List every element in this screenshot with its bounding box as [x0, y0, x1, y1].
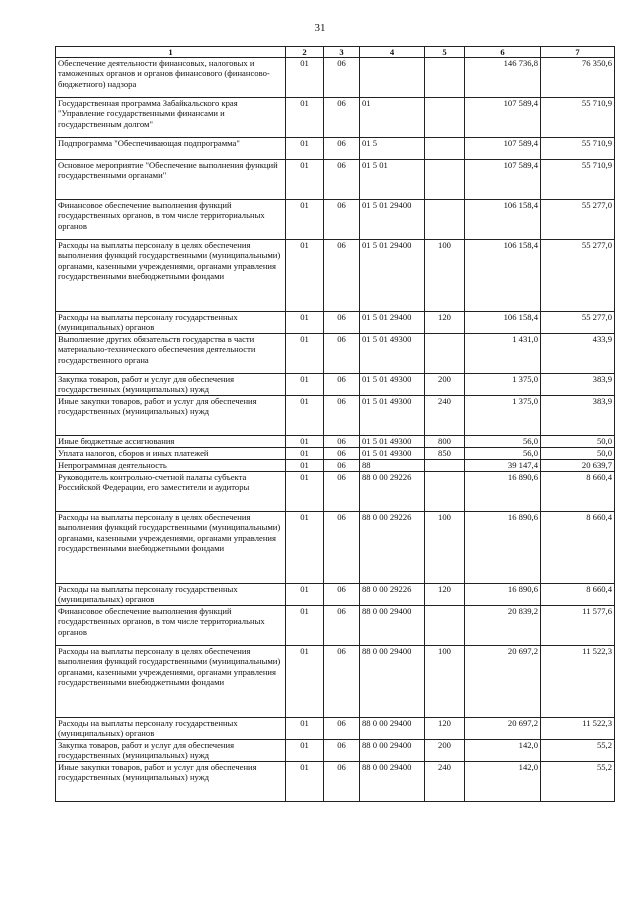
target-article-cell: 01 5 01 — [360, 160, 425, 200]
amount-col7-cell: 11 522,3 — [541, 646, 615, 718]
expense-type-cell: 850 — [425, 448, 465, 460]
expense-type-cell — [425, 334, 465, 374]
expense-type-cell — [425, 58, 465, 98]
section-code-cell: 01 — [286, 138, 324, 160]
expense-type-cell — [425, 472, 465, 512]
target-article-cell: 88 0 00 29400 — [360, 646, 425, 718]
column-header: 1 — [56, 47, 286, 58]
target-article-cell: 01 5 01 49300 — [360, 436, 425, 448]
expense-type-cell — [425, 200, 465, 240]
subsection-code-cell: 06 — [324, 584, 360, 606]
expense-type-cell: 120 — [425, 718, 465, 740]
column-header: 5 — [425, 47, 465, 58]
table-row — [56, 512, 615, 584]
table-row — [56, 334, 615, 374]
page-number: 31 — [314, 22, 326, 34]
section-code-cell: 01 — [286, 98, 324, 138]
amount-col7-cell: 50,0 — [541, 448, 615, 460]
row-name-cell: Расходы на выплаты персоналу в целях обеспечения выполнения функций государственными (муниципальными) органами, казенными учреждениями, органами управления государственными внебюджетными фондами — [56, 240, 286, 312]
amount-col7-cell: 55 277,0 — [541, 312, 615, 334]
table-row — [56, 584, 615, 606]
subsection-code-cell: 06 — [324, 606, 360, 646]
column-header: 4 — [360, 47, 425, 58]
subsection-code-cell: 06 — [324, 200, 360, 240]
target-article-cell: 01 5 01 49300 — [360, 448, 425, 460]
row-name-cell: Закупка товаров, работ и услуг для обеспечения государственных (муниципальных) нужд — [56, 374, 286, 396]
table-row — [56, 240, 615, 312]
amount-col7-cell: 55 710,9 — [541, 138, 615, 160]
section-code-cell: 01 — [286, 436, 324, 448]
subsection-code-cell: 06 — [324, 472, 360, 512]
target-article-cell: 88 0 00 29226 — [360, 584, 425, 606]
column-header: 6 — [465, 47, 541, 58]
row-name-cell: Финансовое обеспечение выполнения функций государственных органов, в том числе территориальных органов — [56, 200, 286, 240]
target-article-cell: 88 0 00 29226 — [360, 512, 425, 584]
section-code-cell: 01 — [286, 762, 324, 802]
table-row — [56, 472, 615, 512]
table-row — [56, 448, 615, 460]
section-code-cell: 01 — [286, 584, 324, 606]
amount-col6-cell: 142,0 — [465, 740, 541, 762]
row-name-cell: Расходы на выплаты персоналу в целях обеспечения выполнения функций государственными (муниципальными) органами, казенными учреждениями, органами управления государственными внебюджетными фондами — [56, 646, 286, 718]
target-article-cell: 01 — [360, 98, 425, 138]
section-code-cell: 01 — [286, 312, 324, 334]
section-code-cell: 01 — [286, 740, 324, 762]
section-code-cell: 01 — [286, 718, 324, 740]
subsection-code-cell: 06 — [324, 460, 360, 472]
amount-col7-cell: 55,2 — [541, 762, 615, 802]
row-name-cell: Основное мероприятие "Обеспечение выполнения функций государственными органами" — [56, 160, 286, 200]
row-name-cell: Финансовое обеспечение выполнения функций государственных органов, в том числе территориальных органов — [56, 606, 286, 646]
section-code-cell: 01 — [286, 606, 324, 646]
expense-type-cell: 200 — [425, 374, 465, 396]
table-row — [56, 396, 615, 436]
row-name-cell: Руководитель контрольно-счетной палаты субъекта Российской Федерации, его заместители и аудиторы — [56, 472, 286, 512]
subsection-code-cell: 06 — [324, 374, 360, 396]
table-row — [56, 200, 615, 240]
section-code-cell: 01 — [286, 448, 324, 460]
amount-col6-cell: 106 158,4 — [465, 200, 541, 240]
expense-type-cell — [425, 606, 465, 646]
target-article-cell: 88 0 00 29400 — [360, 762, 425, 802]
subsection-code-cell: 06 — [324, 58, 360, 98]
expense-type-cell: 240 — [425, 396, 465, 436]
row-name-cell: Расходы на выплаты персоналу государственных (муниципальных) органов — [56, 312, 286, 334]
row-name-cell: Иные закупки товаров, работ и услуг для обеспечения государственных (муниципальных) нужд — [56, 762, 286, 802]
table-row — [56, 160, 615, 200]
column-header: 2 — [286, 47, 324, 58]
section-code-cell: 01 — [286, 460, 324, 472]
expense-type-cell — [425, 460, 465, 472]
subsection-code-cell: 06 — [324, 98, 360, 138]
section-code-cell: 01 — [286, 472, 324, 512]
amount-col7-cell: 11 577,6 — [541, 606, 615, 646]
amount-col7-cell: 55 710,9 — [541, 98, 615, 138]
expense-type-cell: 240 — [425, 762, 465, 802]
subsection-code-cell: 06 — [324, 740, 360, 762]
target-article-cell: 01 5 — [360, 138, 425, 160]
target-article-cell: 01 5 01 29400 — [360, 200, 425, 240]
expense-type-cell: 100 — [425, 512, 465, 584]
target-article-cell: 88 0 00 29400 — [360, 606, 425, 646]
expense-type-cell — [425, 98, 465, 138]
target-article-cell: 01 5 01 49300 — [360, 396, 425, 436]
section-code-cell: 01 — [286, 646, 324, 718]
table-row — [56, 718, 615, 740]
row-name-cell: Подпрограмма "Обеспечивающая подпрограмма" — [56, 138, 286, 160]
table-row — [56, 762, 615, 802]
section-code-cell: 01 — [286, 200, 324, 240]
subsection-code-cell: 06 — [324, 334, 360, 374]
section-code-cell: 01 — [286, 374, 324, 396]
section-code-cell: 01 — [286, 334, 324, 374]
amount-col6-cell: 107 589,4 — [465, 98, 541, 138]
amount-col6-cell: 56,0 — [465, 436, 541, 448]
row-name-cell: Иные бюджетные ассигнования — [56, 436, 286, 448]
amount-col6-cell: 146 736,8 — [465, 58, 541, 98]
amount-col7-cell: 8 660,4 — [541, 472, 615, 512]
amount-col7-cell: 11 522,3 — [541, 718, 615, 740]
section-code-cell: 01 — [286, 240, 324, 312]
amount-col6-cell: 16 890,6 — [465, 472, 541, 512]
row-name-cell: Государственная программа Забайкальского края "Управление государственными финансами и государственным долгом" — [56, 98, 286, 138]
section-code-cell: 01 — [286, 396, 324, 436]
expense-type-cell — [425, 160, 465, 200]
subsection-code-cell: 06 — [324, 436, 360, 448]
target-article-cell: 01 5 01 29400 — [360, 240, 425, 312]
amount-col7-cell: 55 277,0 — [541, 240, 615, 312]
row-name-cell: Расходы на выплаты персоналу государственных (муниципальных) органов — [56, 584, 286, 606]
subsection-code-cell: 06 — [324, 160, 360, 200]
row-name-cell: Обеспечение деятельности финансовых, налоговых и таможенных органов и органов финансового (финансово-бюджетного) надзора — [56, 58, 286, 98]
amount-col7-cell: 50,0 — [541, 436, 615, 448]
row-name-cell: Расходы на выплаты персоналу в целях обеспечения выполнения функций государственными (муниципальными) органами, казенными учреждениями, органами управления государственными внебюджетными фондами — [56, 512, 286, 584]
amount-col7-cell: 433,9 — [541, 334, 615, 374]
expense-type-cell: 800 — [425, 436, 465, 448]
subsection-code-cell: 06 — [324, 718, 360, 740]
target-article-cell: 01 5 01 29400 — [360, 312, 425, 334]
column-header: 7 — [541, 47, 615, 58]
table-row — [56, 436, 615, 448]
target-article-cell: 88 — [360, 460, 425, 472]
table-row — [56, 374, 615, 396]
expense-type-cell: 120 — [425, 312, 465, 334]
subsection-code-cell: 06 — [324, 312, 360, 334]
amount-col7-cell: 8 660,4 — [541, 584, 615, 606]
table-row — [56, 58, 615, 98]
amount-col6-cell: 39 147,4 — [465, 460, 541, 472]
subsection-code-cell: 06 — [324, 396, 360, 436]
amount-col6-cell: 16 890,6 — [465, 584, 541, 606]
target-article-cell — [360, 58, 425, 98]
amount-col6-cell: 1 431,0 — [465, 334, 541, 374]
table-row — [56, 740, 615, 762]
section-code-cell: 01 — [286, 512, 324, 584]
target-article-cell: 01 5 01 49300 — [360, 374, 425, 396]
expense-type-cell: 100 — [425, 240, 465, 312]
amount-col6-cell: 106 158,4 — [465, 240, 541, 312]
row-name-cell: Уплата налогов, сборов и иных платежей — [56, 448, 286, 460]
expense-type-cell: 120 — [425, 584, 465, 606]
row-name-cell: Иные закупки товаров, работ и услуг для обеспечения государственных (муниципальных) нужд — [56, 396, 286, 436]
subsection-code-cell: 06 — [324, 448, 360, 460]
target-article-cell: 88 0 00 29226 — [360, 472, 425, 512]
table-row — [56, 460, 615, 472]
target-article-cell: 88 0 00 29400 — [360, 740, 425, 762]
amount-col7-cell: 76 350,6 — [541, 58, 615, 98]
row-name-cell: Непрограммная деятельность — [56, 460, 286, 472]
table-row — [56, 98, 615, 138]
table-row — [56, 138, 615, 160]
subsection-code-cell: 06 — [324, 762, 360, 802]
amount-col6-cell: 20 697,2 — [465, 646, 541, 718]
amount-col6-cell: 1 375,0 — [465, 374, 541, 396]
budget-table — [55, 46, 615, 802]
header-row — [56, 47, 615, 58]
amount-col7-cell: 55,2 — [541, 740, 615, 762]
amount-col6-cell: 16 890,6 — [465, 512, 541, 584]
table-row — [56, 312, 615, 334]
expense-type-cell: 100 — [425, 646, 465, 718]
row-name-cell: Выполнение других обязательств государства в части материально-технического обеспечения деятельности государственного органа — [56, 334, 286, 374]
amount-col7-cell: 20 639,7 — [541, 460, 615, 472]
table-row — [56, 646, 615, 718]
amount-col7-cell: 55 710,9 — [541, 160, 615, 200]
amount-col7-cell: 383,9 — [541, 396, 615, 436]
amount-col6-cell: 56,0 — [465, 448, 541, 460]
amount-col6-cell: 1 375,0 — [465, 396, 541, 436]
subsection-code-cell: 06 — [324, 138, 360, 160]
amount-col7-cell: 55 277,0 — [541, 200, 615, 240]
target-article-cell: 01 5 01 49300 — [360, 334, 425, 374]
table-row — [56, 606, 615, 646]
expense-type-cell: 200 — [425, 740, 465, 762]
subsection-code-cell: 06 — [324, 646, 360, 718]
expense-type-cell — [425, 138, 465, 160]
amount-col7-cell: 8 660,4 — [541, 512, 615, 584]
row-name-cell: Расходы на выплаты персоналу государственных (муниципальных) органов — [56, 718, 286, 740]
subsection-code-cell: 06 — [324, 240, 360, 312]
subsection-code-cell: 06 — [324, 512, 360, 584]
section-code-cell: 01 — [286, 160, 324, 200]
amount-col6-cell: 20 697,2 — [465, 718, 541, 740]
column-header: 3 — [324, 47, 360, 58]
section-code-cell: 01 — [286, 58, 324, 98]
amount-col6-cell: 107 589,4 — [465, 160, 541, 200]
amount-col7-cell: 383,9 — [541, 374, 615, 396]
amount-col6-cell: 142,0 — [465, 762, 541, 802]
amount-col6-cell: 20 839,2 — [465, 606, 541, 646]
amount-col6-cell: 107 589,4 — [465, 138, 541, 160]
target-article-cell: 88 0 00 29400 — [360, 718, 425, 740]
row-name-cell: Закупка товаров, работ и услуг для обеспечения государственных (муниципальных) нужд — [56, 740, 286, 762]
amount-col6-cell: 106 158,4 — [465, 312, 541, 334]
